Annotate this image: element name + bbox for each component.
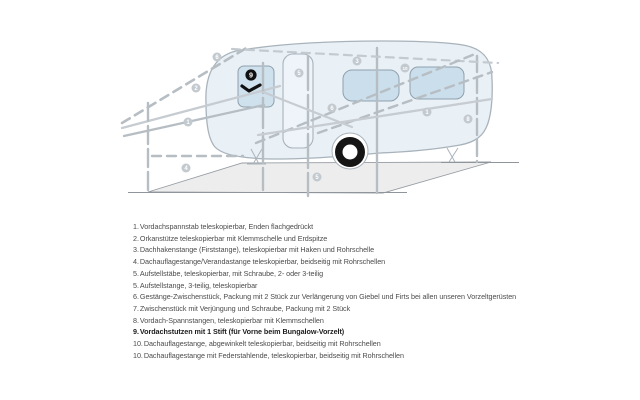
- part-description: Zwischenstück mit Verjüngung und Schraube, Packung mit 2 Stück: [139, 303, 351, 313]
- part-number: 3.: [133, 245, 139, 255]
- part-marker-label: 3: [355, 59, 359, 66]
- part-description: Gestänge-Zwischenstück, Packung mit 2 Stück zur Verlängerung von Giebel und Firts bei allen unseren Vorzeltgerüsten: [139, 292, 517, 302]
- parts-list: [133, 221, 593, 361]
- part-number: 1.: [133, 222, 139, 231]
- part-description: Vordachstutzen mit 1 Stift (für Vorne beim Bungalow-Vorzelt): [139, 327, 345, 337]
- part-marker-label: 8: [466, 117, 470, 124]
- part-marker-label: 5: [315, 175, 319, 182]
- part-number: 5.: [133, 268, 139, 278]
- part-marker-label: 2: [194, 86, 198, 93]
- parts-list-item: [133, 280, 593, 292]
- part-marker-label: 6: [330, 106, 334, 113]
- parts-list-item: [133, 256, 593, 268]
- part-description: Vordach-Spannstangen, teleskopierbar mit Klemmschellen: [139, 315, 324, 325]
- part-number: 10.: [133, 339, 143, 349]
- part-description: Dachhakenstange (Firststange), teleskopierbar mit Haken und Rohrschelle: [139, 245, 375, 255]
- part-description: Aufstellstange, 3-teilig, teleskopierbar: [139, 280, 258, 290]
- part-marker-label: 4: [184, 166, 188, 173]
- wheel-hub: [343, 145, 358, 160]
- part-description: Orkanstütze teleskopierbar mit Klemmschelle und Erdspitze: [139, 233, 328, 243]
- parts-list-item: [133, 326, 593, 338]
- part-marker-label: 1: [186, 120, 190, 127]
- part-number: 6.: [133, 292, 139, 302]
- part-number: 9.: [133, 327, 139, 337]
- part-number: 2.: [133, 233, 139, 243]
- parts-list-item: [133, 244, 593, 256]
- part-description: Aufstellstäbe, teleskopierbar, mit Schraube, 2- oder 3-teilig: [139, 268, 324, 278]
- part-description: Dachauflagestange mit Federstahlende, teleskopierbar, beidseitig mit Rohrschellen: [143, 350, 404, 360]
- part-description: Vordachspannstab teleskopierbar, Enden flachgedrückt: [139, 222, 314, 231]
- part-marker-label: 6: [215, 55, 219, 62]
- part-number: 10.: [133, 350, 143, 360]
- parts-list-item: [133, 233, 593, 245]
- parts-list-item: [133, 315, 593, 327]
- part9-badge-label: 9: [249, 70, 253, 80]
- parts-list-item: [133, 221, 593, 233]
- rear-support-jack: [447, 148, 458, 162]
- part-number: 7.: [133, 303, 139, 313]
- part-marker-label: 10: [402, 66, 408, 72]
- part-marker-label: 5: [297, 71, 301, 78]
- parts-list-item: [133, 338, 593, 350]
- parts-list-item: [133, 268, 593, 280]
- part-description: Dachauflagestange, abgewinkelt teleskopierbar, beidseitig mit Rohrschellen: [143, 339, 381, 349]
- parts-list-item: [133, 291, 593, 303]
- part-number: 8.: [133, 315, 139, 325]
- parts-list-item: [133, 350, 593, 362]
- parts-list-item: [133, 303, 593, 315]
- part-number: 5.: [133, 280, 139, 290]
- part-description: Dachauflagestange/Verandastange teleskopierbar, beidseitig mit Rohrschellen: [139, 257, 386, 267]
- rear-window: [410, 67, 464, 99]
- part-number: 4.: [133, 257, 139, 267]
- part-marker-label: 1: [425, 110, 429, 117]
